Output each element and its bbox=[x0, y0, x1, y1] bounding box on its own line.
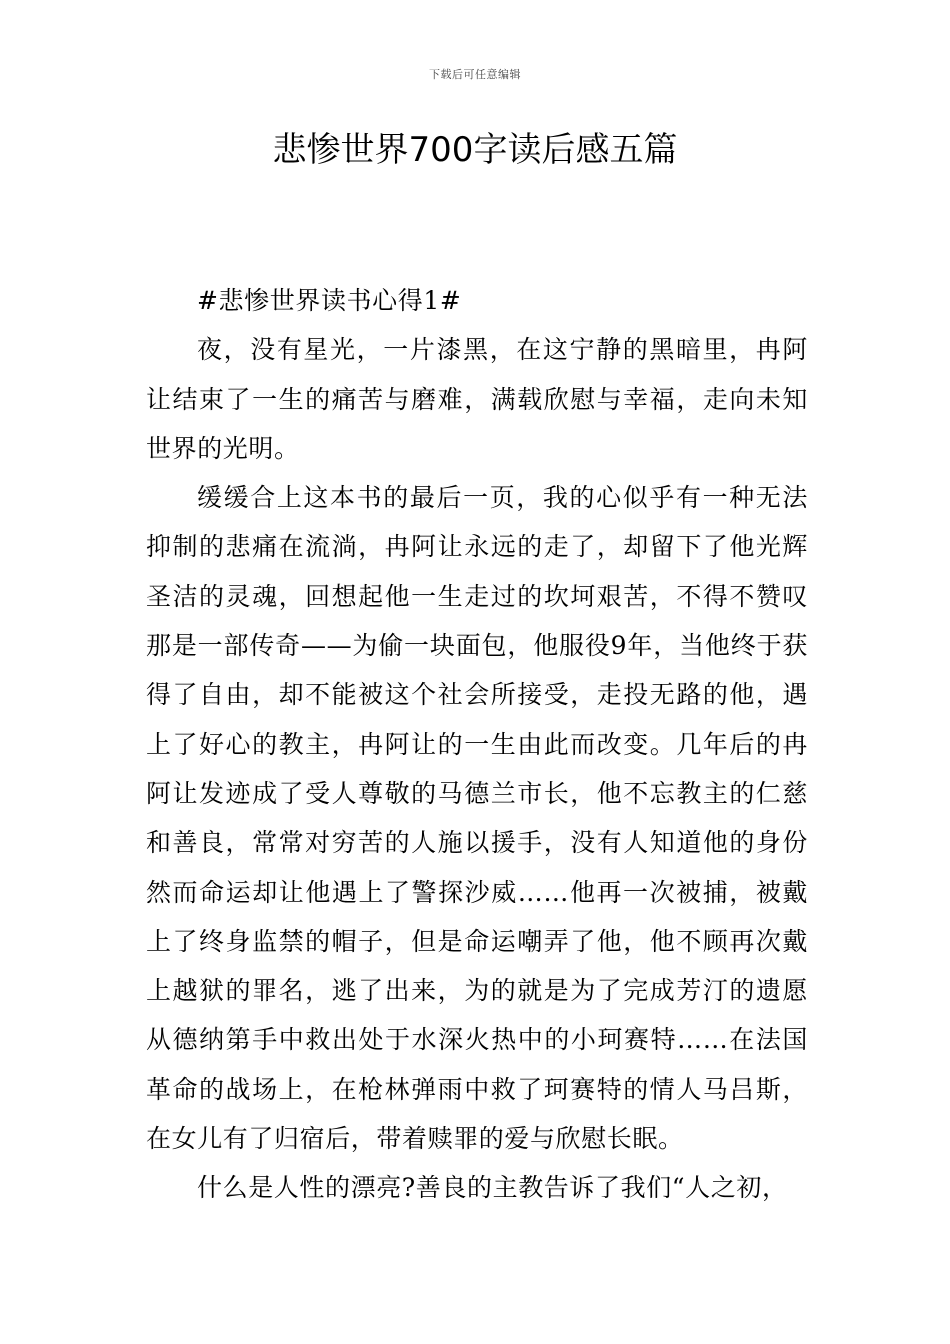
paragraph-2: 缓缓合上这本书的最后一页，我的心似乎有一种无法抑制的悲痛在流淌，冉阿让永远的走了，却留下了他光辉圣洁的灵魂，回想起他一生走过的坎坷艰苦，不得不赞叹那是一部传奇——为偷一块面包，他服役9年，当他终于获得了自由，却不能被这个社会所接受，走投无路的他，遇上了好心的教主，冉阿让的一生由此而改变。几年后的冉阿让发迹成了受人尊敬的马德兰市长，他不忘教主的仁慈和善良，常常对穷苦的人施以援手，没有人知道他的身份然而命运却让他遇上了警探沙威……他再一次被捕，被戴上了终身监禁的帽子，但是命运嘲弄了他，他不顾再次戴上越狱的罪名，逃了出来，为的就是为了完成芳汀的遗愿从德纳第手中救出处于水深火热中的小珂赛特……在法国革命的战场上，在枪林弹雨中救了珂赛特的情人马吕斯，在女儿有了归宿后，带着赎罪的爱与欣慰长眠。 bbox=[146, 483, 808, 1154]
document-title: 悲惨世界700字读后感五篇 bbox=[272, 130, 678, 170]
header-note: 下载后可任意编辑 bbox=[429, 68, 521, 81]
document-body bbox=[146, 276, 808, 1213]
paragraph-1: 夜，没有星光，一片漆黑，在这宁静的黑暗里，冉阿让结束了一生的痛苦与磨难，满载欣慰与幸福，走向未知世界的光明。 bbox=[146, 335, 808, 463]
paragraph-3: 什么是人性的漂亮?善良的主教告诉了我们“人之初， bbox=[197, 1173, 788, 1203]
section-heading: #悲惨世界读书心得1# bbox=[197, 286, 462, 315]
